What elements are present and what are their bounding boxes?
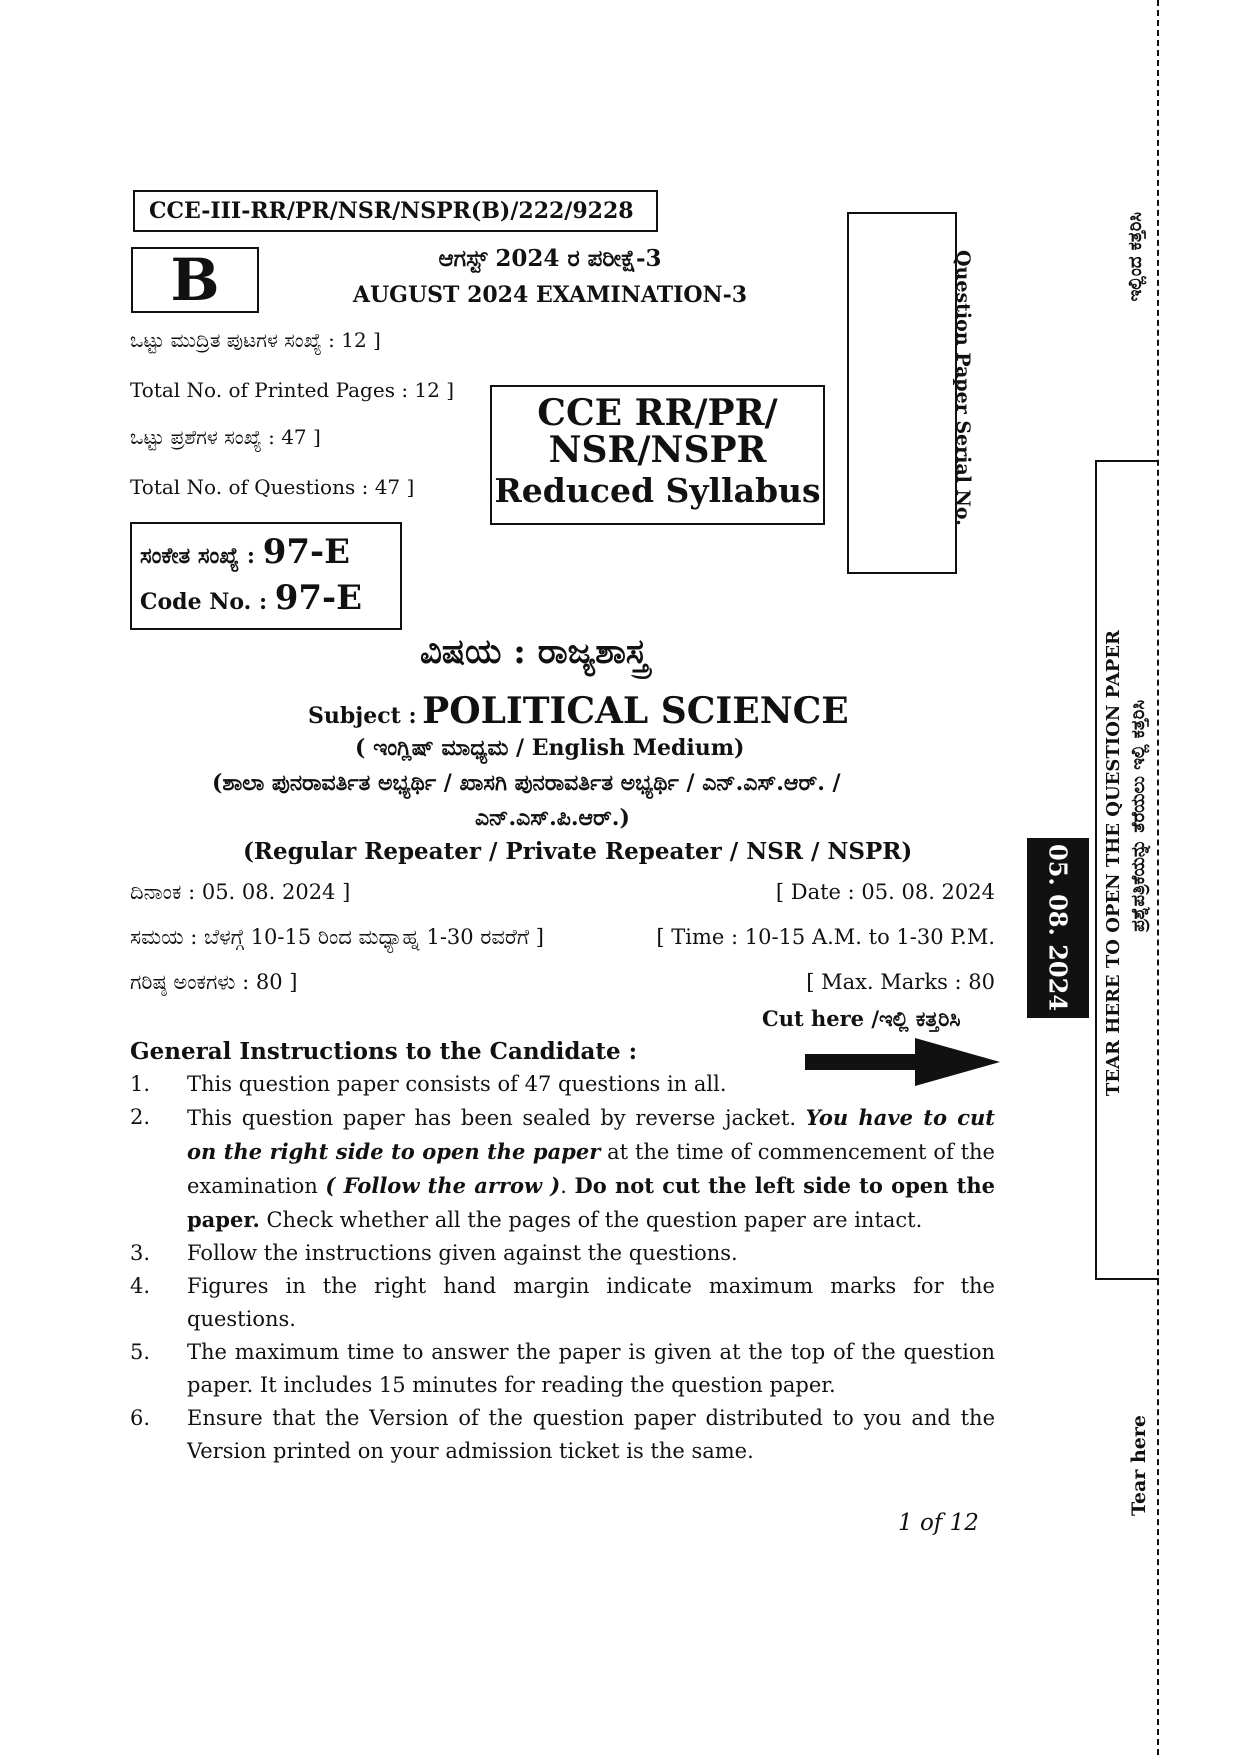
instruction-number: 4.	[130, 1274, 151, 1298]
code-english-label: Code No. :	[140, 589, 268, 615]
subject-kannada: ವಿಷಯ : ರಾಜ್ಯಶಾಸ್ತ್ರ	[420, 632, 648, 672]
instruction-text: at the time of commencement of the examination	[187, 1140, 995, 1198]
cce-box	[490, 385, 825, 525]
code-box	[130, 522, 402, 630]
instruction-item	[130, 1402, 995, 1468]
cce-line-2: NSR/NSPR	[548, 429, 767, 471]
tear-dashed-line[interactable]	[1157, 0, 1159, 1755]
date-kannada: ದಿನಾಂಕ : 05. 08. 2024 ]	[130, 880, 351, 904]
page-number: 1 of 12	[898, 1510, 979, 1536]
code-english-row	[140, 578, 400, 618]
instruction-text: This question paper consists of 47 questions in all.	[187, 1072, 727, 1096]
instruction-item	[130, 1101, 995, 1237]
serial-number-box	[847, 212, 957, 574]
instruction-text: Check whether all the pages of the question paper are intact.	[259, 1208, 923, 1232]
tear-here-label[interactable]: Tear here	[1128, 1415, 1150, 1516]
instruction-text: The maximum time to answer the paper is given at the top of the question paper. It includes 15 minutes for reading the question paper.	[187, 1340, 995, 1397]
subject-label: Subject :	[308, 703, 417, 729]
instruction-number: 2.	[130, 1105, 151, 1129]
version-letter: B	[131, 247, 259, 313]
code-kannada-label: ಸಂಕೇತ ಸಂಖ್ಯೆ :	[140, 543, 256, 569]
date-band-text: 05. 08. 2024	[1043, 844, 1073, 1012]
paper-code: CCE-III-RR/PR/NSR/NSPR(B)/222/9228	[133, 190, 658, 232]
instruction-emphasis: Do not cut the left side to open the paper.	[187, 1173, 996, 1232]
questions-count-kannada: ಒಟ್ಟು ಪ್ರಶೆಗಳ ಸಂಖ್ಯೆ : 47 ]	[130, 425, 321, 449]
instruction-item	[130, 1270, 995, 1336]
instruction-number: 6.	[130, 1406, 151, 1430]
printed-pages-kannada: ಒಟ್ಟು ಮುದ್ರಿತ ಪುಟಗಳ ಸಂಖ್ಯೆ : 12 ]	[130, 328, 381, 352]
instruction-number: 3.	[130, 1241, 151, 1265]
instruction-text: Figures in the right hand margin indicate maximum marks for the questions.	[187, 1274, 995, 1331]
printed-pages-english: Total No. of Printed Pages : 12 ]	[130, 378, 455, 402]
instruction-emphasis: You have to cut on the right side to open the paper	[187, 1105, 996, 1164]
candidate-type-english: (Regular Repeater / Private Repeater / NSR / NSPR)	[243, 838, 913, 865]
instruction-item	[130, 1237, 995, 1270]
serial-number-label: Question Paper Serial No.	[952, 250, 974, 526]
instruction-text: .	[560, 1174, 575, 1198]
marks-kannada: ಗರಿಷ್ಠ ಅಂಕಗಳು : 80 ]	[130, 970, 298, 994]
time-english: [ Time : 10-15 A.M. to 1-30 P.M.	[656, 925, 995, 949]
instructions-title: General Instructions to the Candidate :	[130, 1038, 638, 1065]
code-kannada-value: 97-E	[262, 532, 351, 572]
subject-english	[308, 690, 849, 732]
instruction-emphasis: ( Follow the arrow )	[325, 1173, 561, 1198]
cut-here-label: Cut here /ಇಲ್ಲಿ ಕತ್ತರಿಸಿ	[762, 1006, 961, 1031]
instructions-list	[130, 1068, 995, 1468]
tear-instruction-kannada: ಪ್ರಶ್ನೆಪತ್ರಿಕೆಯನ್ನು ತೆರೆಯಲು ಇಲ್ಲಿ ಕತ್ತರಿಸಿ	[1128, 700, 1149, 932]
subject-value: POLITICAL SCIENCE	[422, 690, 849, 732]
instruction-item	[130, 1068, 995, 1101]
candidate-type-kannada-2: ಎನ್.ಎಸ್.ಪಿ.ಆರ್.)	[475, 805, 630, 831]
instruction-number: 5.	[130, 1340, 151, 1364]
cce-line-1: CCE RR/PR/	[537, 392, 778, 434]
instruction-text: Follow the instructions given against the questions.	[187, 1241, 738, 1265]
date-english: [ Date : 05. 08. 2024	[775, 880, 995, 904]
time-kannada: ಸಮಯ : ಬೆಳಗ್ಗೆ 10-15 ರಿಂದ ಮಧ್ಯಾಹ್ನ 1-30 ರವರೆಗೆ ]	[130, 925, 544, 949]
date-band	[1027, 838, 1089, 1018]
instruction-number: 1.	[130, 1072, 151, 1096]
instruction-text: This question paper has been sealed by reverse jacket.	[187, 1106, 806, 1130]
code-kannada-row	[140, 532, 400, 572]
instruction-text: Ensure that the Version of the question paper distributed to you and the Version printed on your admission ticket is the same.	[187, 1406, 995, 1463]
instruction-item	[130, 1336, 995, 1402]
marks-english: [ Max. Marks : 80	[806, 970, 995, 994]
questions-count-english: Total No. of Questions : 47 ]	[130, 475, 415, 499]
cce-line-3: Reduced Syllabus	[494, 471, 821, 510]
exam-title-kannada: ಆಗಸ್ಟ್ 2024 ರ ಪರೀಕ್ಷೆ-3	[438, 245, 662, 272]
code-english-value: 97-E	[274, 578, 363, 618]
candidate-type-kannada-1: (ಶಾಲಾ ಪುನರಾವರ್ತಿತ ಅಭ್ಯರ್ಥಿ / ಖಾಸಗಿ ಪುನರಾವರ್ತಿತ ಅಭ್ಯರ್ಥಿ / ಎನ್.ಎಸ್.ಆರ್. /	[212, 770, 841, 796]
cut-from-here-kannada: ಇಲ್ಲಿಂದ ಕತ್ತರಿಸಿ	[1125, 212, 1146, 302]
tear-instruction-english: TEAR HERE TO OPEN THE QUESTION PAPER	[1103, 630, 1124, 1097]
exam-title-english: AUGUST 2024 EXAMINATION-3	[352, 282, 748, 308]
medium-line: ( ಇಂಗ್ಲಿಷ್ ಮಾಧ್ಯಮ / English Medium)	[355, 735, 745, 761]
